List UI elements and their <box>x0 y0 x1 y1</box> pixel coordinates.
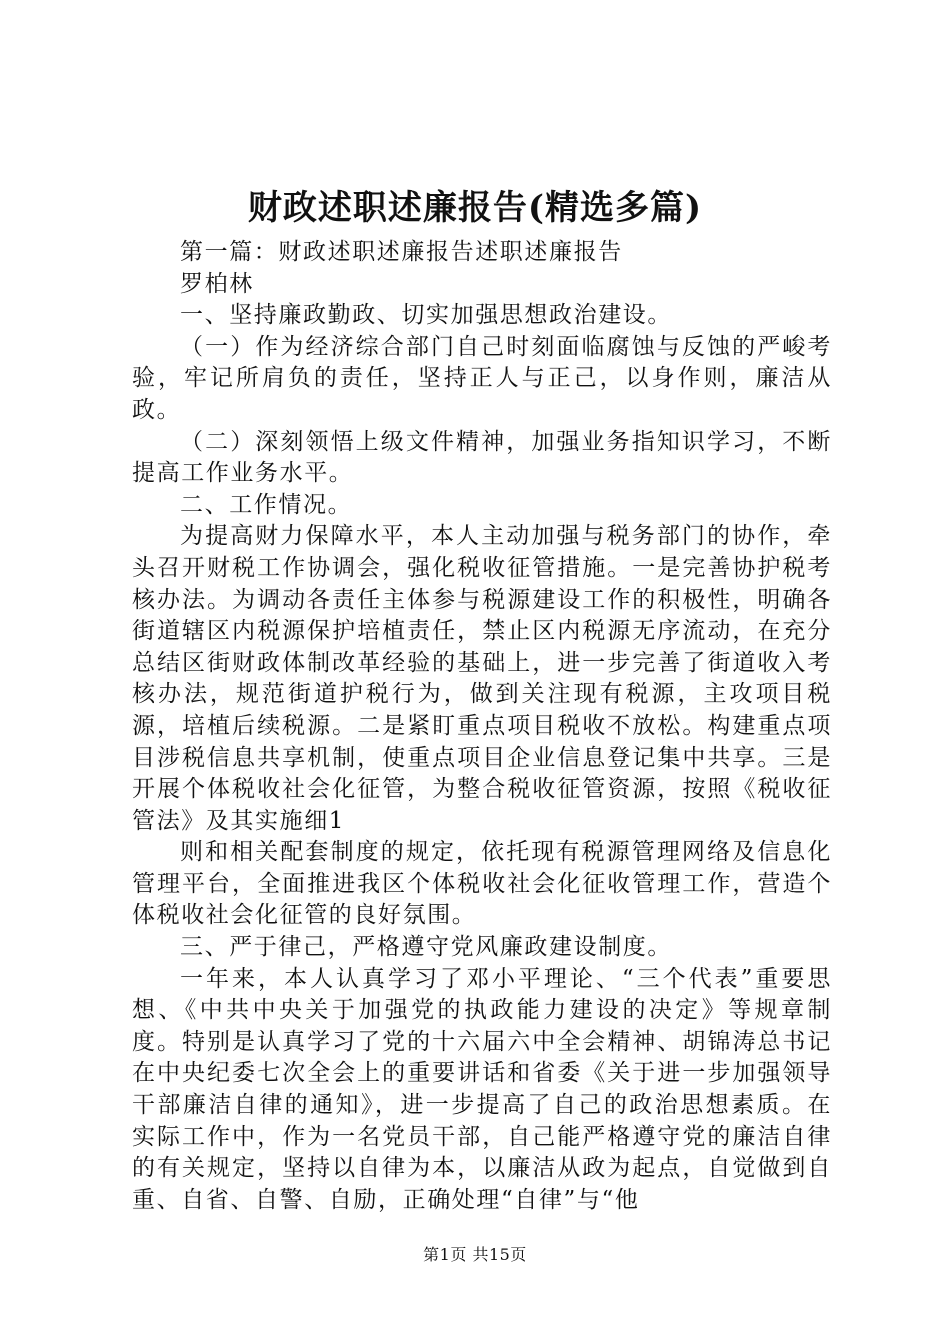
paragraph: 为提高财力保障水平，本人主动加强与税务部门的协作，牵头召开财税工作协调会，强化税收征管措施。一是完善协护税考核办法。为调动各责任主体参与税源建设工作的积极性，明确各街道辖区内税源保护培植责任，禁止区内税源无序流动，在充分总结区街财政体制改革经验的基础上，进一步完善了街道收入考核办法，规范街道护税行为，做到关注现有税源，主攻项目税源，培植后续税源。二是紧盯重点项目税收不放松。构建重点项目涉税信息共享机制，使重点项目企业信息登记集中共享。三是开展个体税收社会化征管，为整合税收征管资源，按照《税收征管法》及其实施细1 <box>132 523 832 834</box>
paragraph: 一年来，本人认真学习了邓小平理论、“三个代表”重要思想、《中共中央关于加强党的执政能力建设的决定》等规章制度。特别是认真学习了党的十六届六中全会精神、胡锦涛总书记在中央纪委七次全会上的重要讲话和省委《关于进一步加强领导干部廉洁自律的通知》，进一步提高了自己的政治思想素质。在实际工作中，作为一名党员干部，自己能严格遵守党的廉洁自律的有关规定，坚持以自律为本，以廉洁从政为起点，自觉做到自重、自省、自警、自励，正确处理“自律”与“他 <box>132 965 832 1213</box>
document-title: 财政述职述廉报告(精选多篇) <box>247 188 703 228</box>
document-body <box>132 237 832 1216</box>
paragraph: （一）作为经济综合部门自己时刻面临腐蚀与反蚀的严峻考验，牢记所肩负的责任，坚持正人与正己，以身作则，廉洁从政。 <box>132 333 832 423</box>
section-heading: 第一篇：财政述职述廉报告述职述廉报告 <box>180 239 623 265</box>
section-heading: 二、工作情况。 <box>180 491 353 518</box>
section-heading: 三、严于律己，严格遵守党风廉政建设制度。 <box>180 934 672 961</box>
section-heading: 一、坚持廉政勤政、切实加强思想政治建设。 <box>180 302 672 329</box>
page-number: 第1页 共15页 <box>423 1245 527 1264</box>
paragraph: （二）深刻领悟上级文件精神，加强业务指知识学习，不断提高工作业务水平。 <box>132 428 832 487</box>
author-name: 罗柏林 <box>180 270 254 297</box>
paragraph: 则和相关配套制度的规定，依托现有税源管理网络及信息化管理平台，全面推进我区个体税收社会化征收管理工作，营造个体税收社会化征管的良好氛围。 <box>132 839 832 929</box>
